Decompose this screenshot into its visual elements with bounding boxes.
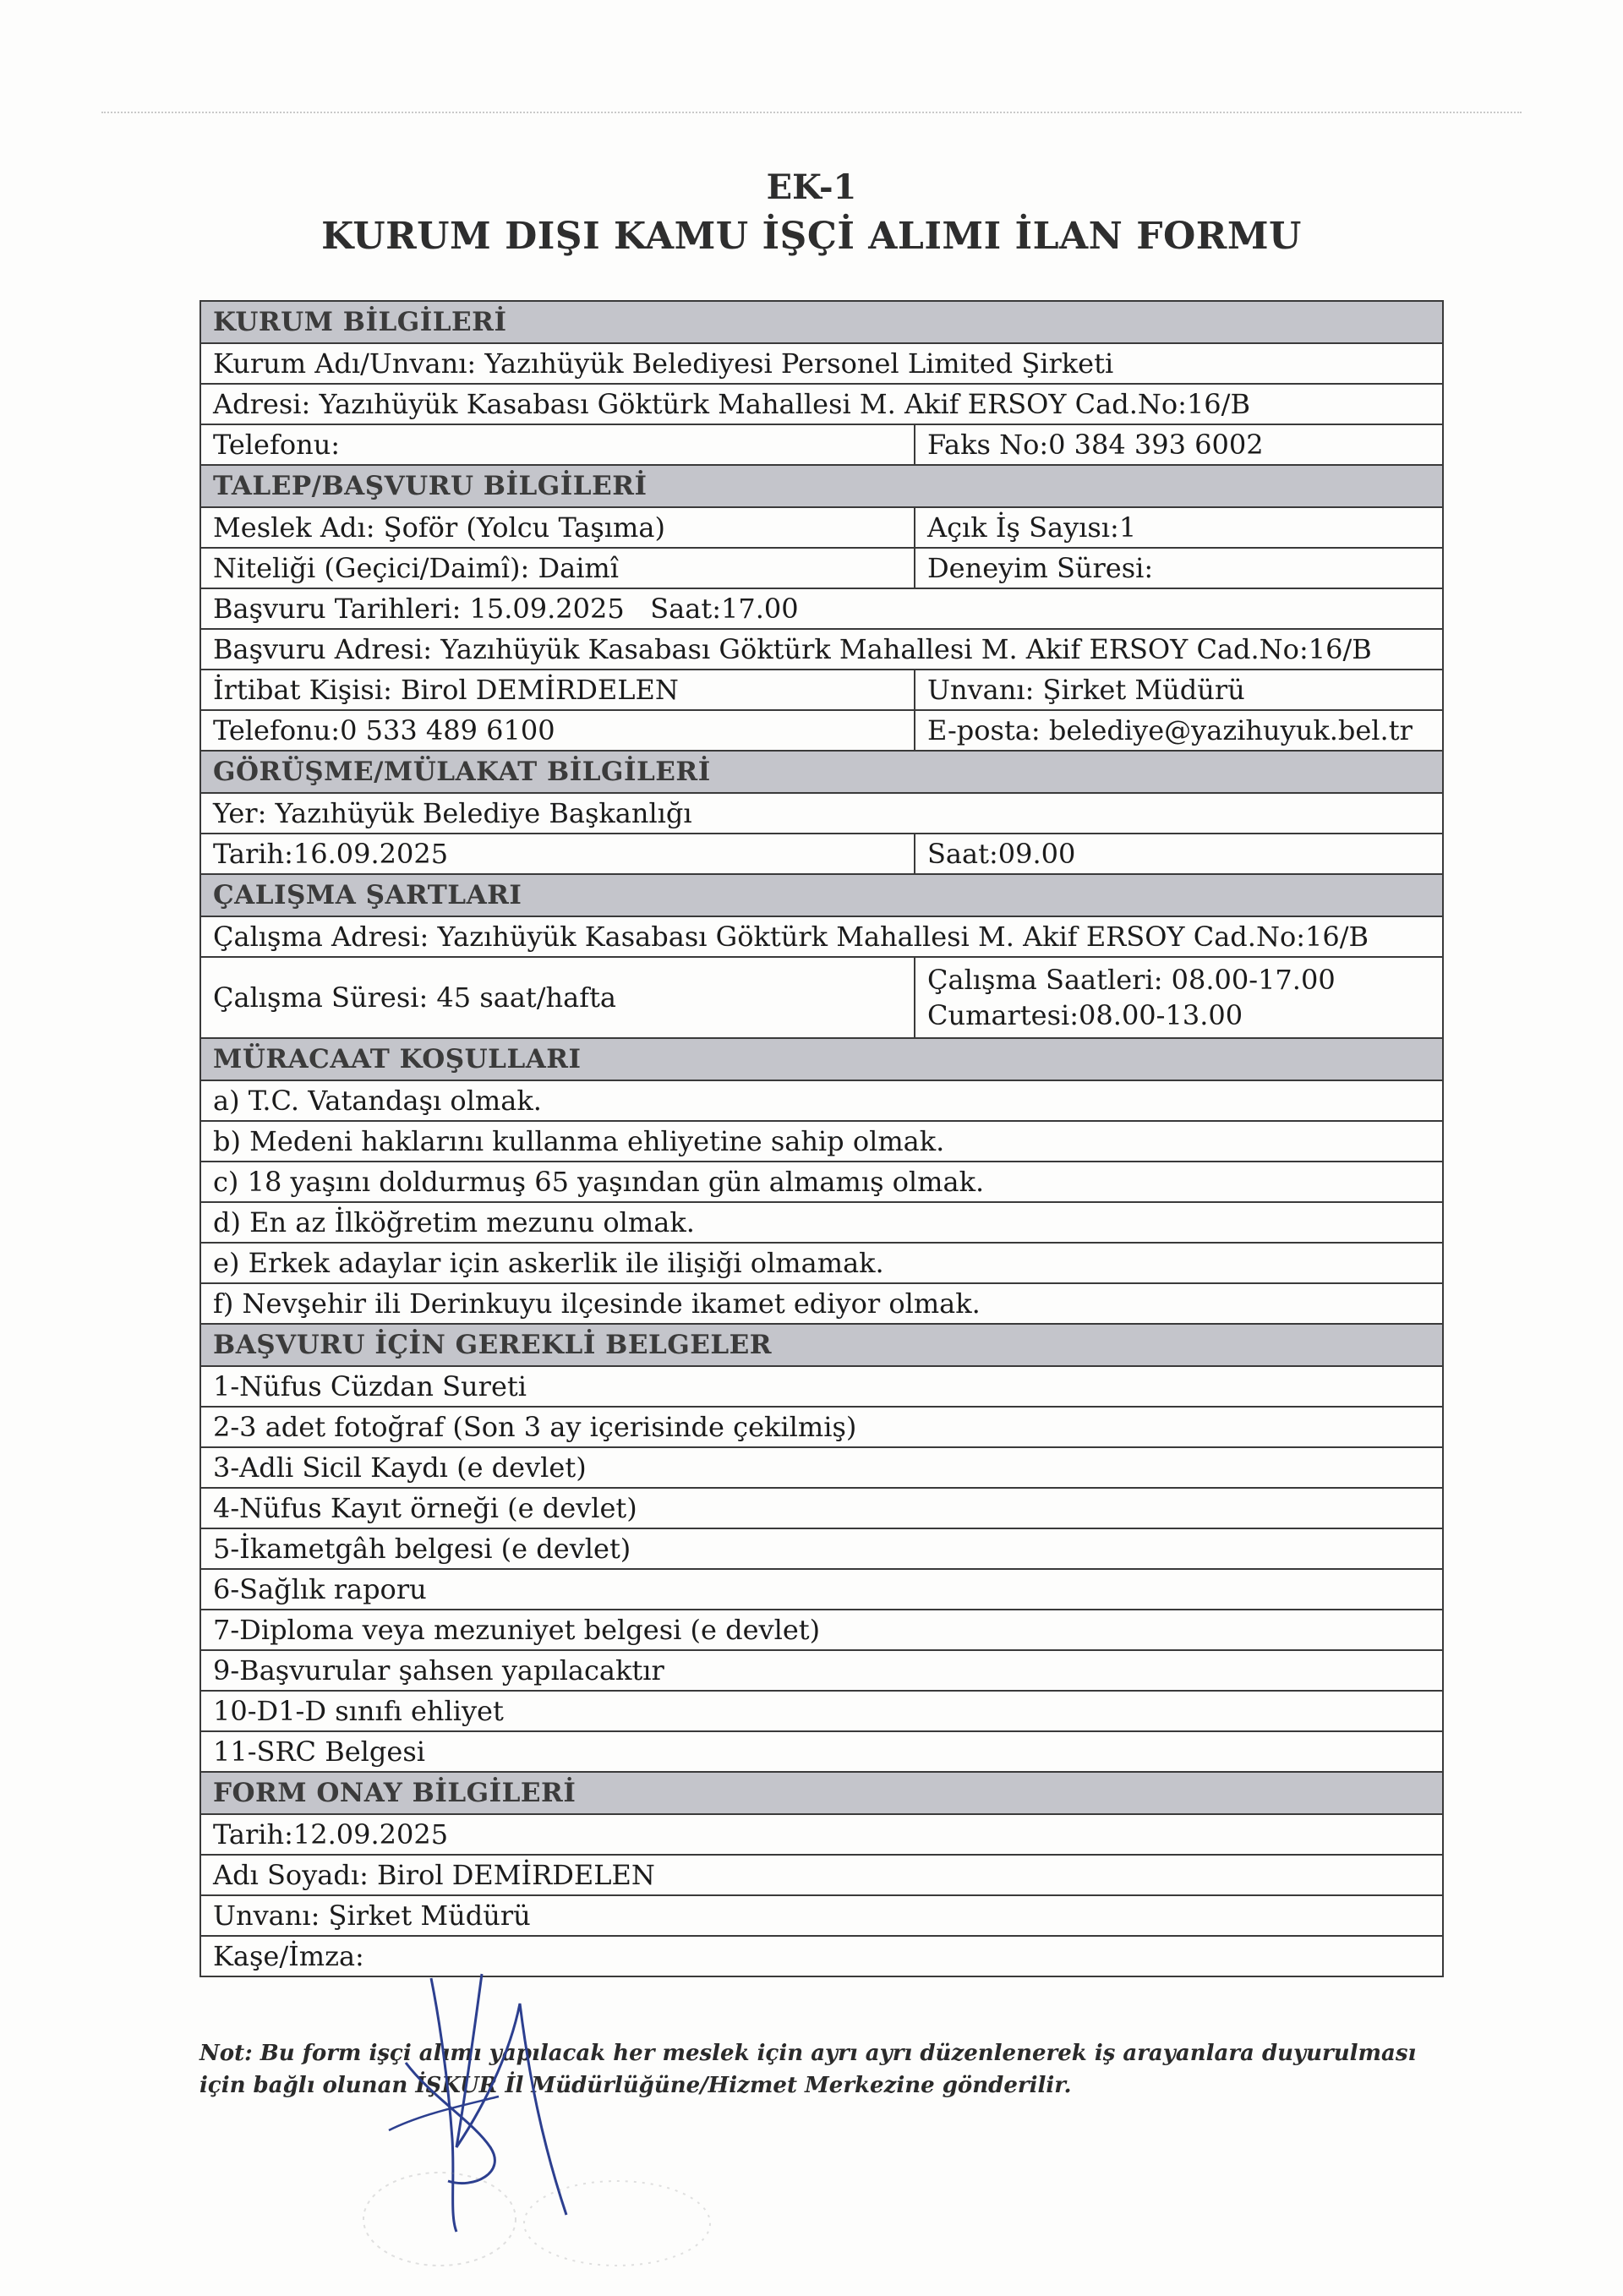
row-nitelik xyxy=(201,549,1442,589)
section-title: GÖRÜŞME/MÜLAKAT BİLGİLERİ xyxy=(213,757,711,787)
field-basvuru-adresi: Başvuru Adresi: Yazıhüyük Kasabası Göktürk Mahallesi M. Akif ERSOY Cad.No:16/B xyxy=(213,633,1372,665)
row-kurum-iletisim xyxy=(201,425,1442,466)
belge-9: 9-Başvurular şahsen yapılacaktır xyxy=(213,1654,664,1686)
list-item xyxy=(201,1284,1442,1325)
row-basvuru-adresi xyxy=(201,630,1442,670)
list-item xyxy=(201,1489,1442,1529)
field-kurum-telefon: Telefonu: xyxy=(201,425,915,464)
row-onay-adi xyxy=(201,1856,1442,1896)
row-basvuru-tarihleri xyxy=(201,589,1442,630)
field-meslek: Meslek Adı: Şoför (Yolcu Taşıma) xyxy=(201,508,915,547)
field-basvuru-tarihleri: Başvuru Tarihleri: 15.09.2025 Saat:17.00 xyxy=(213,593,799,625)
belge-7: 7-Diploma veya mezuniyet belgesi (e devlet) xyxy=(213,1614,821,1646)
row-meslek xyxy=(201,508,1442,549)
row-calisma-zaman xyxy=(201,958,1442,1039)
row-kurum-adres xyxy=(201,385,1442,425)
list-item xyxy=(201,1203,1442,1244)
note-label: Not: xyxy=(199,2041,253,2066)
field-acik-is: Açık İş Sayısı:1 xyxy=(927,511,1137,544)
form-title: KURUM DIŞI KAMU İŞÇİ ALIMI İLAN FORMU xyxy=(321,215,1302,258)
list-item xyxy=(201,1651,1442,1692)
list-item xyxy=(201,1162,1442,1203)
belge-1: 1-Nüfus Cüzdan Sureti xyxy=(213,1370,527,1402)
field-deneyim: Deneyim Süresi: xyxy=(927,552,1154,584)
kosul-c: c) 18 yaşını doldurmuş 65 yaşından gün almamış olmak. xyxy=(213,1166,985,1198)
list-item xyxy=(201,1732,1442,1773)
list-item xyxy=(201,1244,1442,1284)
list-item xyxy=(201,1692,1442,1732)
field-calisma-adresi: Çalışma Adresi: Yazıhüyük Kasabası Göktürk Mahallesi M. Akif ERSOY Cad.No:16/B xyxy=(213,921,1369,953)
list-item xyxy=(201,1529,1442,1570)
belge-10: 10-D1-D sınıfı ehliyet xyxy=(213,1695,504,1727)
row-gorusme-zaman xyxy=(201,834,1442,875)
field-onay-unvan: Unvanı: Şirket Müdürü xyxy=(213,1900,531,1932)
field-gorusme-yer: Yer: Yazıhüyük Belediye Başkanlığı xyxy=(213,797,692,829)
list-item xyxy=(201,1408,1442,1448)
row-onay-tarih xyxy=(201,1815,1442,1856)
field-onay-adi-soyadi: Adı Soyadı: Birol DEMİRDELEN xyxy=(213,1859,655,1891)
section-title: BAŞVURU İÇİN GEREKLİ BELGELER xyxy=(213,1330,773,1360)
section-title: KURUM BİLGİLERİ xyxy=(213,307,507,337)
calisma-saatleri-cumartesi: Cumartesi:08.00-13.00 xyxy=(927,999,1243,1031)
field-kase-imza: Kaşe/İmza: xyxy=(213,1940,364,1972)
annex-label: EK-1 xyxy=(766,167,857,207)
field-calisma-suresi: Çalışma Süresi: 45 saat/hafta xyxy=(201,958,915,1037)
list-item xyxy=(201,1367,1442,1408)
belge-5: 5-İkametgâh belgesi (e devlet) xyxy=(213,1533,631,1565)
section-muracaat-header xyxy=(201,1039,1442,1081)
section-kurum-header xyxy=(201,302,1442,344)
list-item xyxy=(201,1570,1442,1610)
section-gorusme-header xyxy=(201,752,1442,794)
field-nitelik: Niteliği (Geçici/Daimî): Daimî xyxy=(201,549,915,588)
row-calisma-adresi xyxy=(201,917,1442,958)
list-item xyxy=(201,1448,1442,1489)
field-kurum-adres: Adresi: Yazıhüyük Kasabası Göktürk Mahallesi M. Akif ERSOY Cad.No:16/B xyxy=(213,388,1250,420)
note-text: Bu form işçi alımı yapılacak her meslek için ayrı ayrı düzenlenerek iş arayanlara duyurulması için bağlı olunan İŞKUR İl Müdürlüğüne/Hizmet Merkezine gönderilir. xyxy=(199,2041,1417,2098)
section-title: ÇALIŞMA ŞARTLARI xyxy=(213,880,522,910)
field-kurum-faks: Faks No:0 384 393 6002 xyxy=(927,429,1264,461)
section-calisma-header xyxy=(201,875,1442,917)
section-title: TALEP/BAŞVURU BİLGİLERİ xyxy=(213,471,648,501)
belge-4: 4-Nüfus Kayıt örneği (e devlet) xyxy=(213,1492,637,1524)
section-onay-header xyxy=(201,1773,1442,1815)
row-gorusme-yer xyxy=(201,794,1442,834)
section-belgeler-header xyxy=(201,1325,1442,1367)
list-item xyxy=(201,1081,1442,1122)
section-title: FORM ONAY BİLGİLERİ xyxy=(213,1778,577,1808)
list-item xyxy=(201,1610,1442,1651)
kosul-e: e) Erkek adaylar için askerlik ile ilişiği olmamak. xyxy=(213,1247,884,1279)
field-irtibat-kisisi: İrtibat Kişisi: Birol DEMİRDELEN xyxy=(201,670,915,709)
row-irtibat xyxy=(201,670,1442,711)
field-irtibat-telefon: Telefonu:0 533 489 6100 xyxy=(201,711,915,750)
scan-artifact-line xyxy=(101,112,1522,113)
row-onay-unvan xyxy=(201,1896,1442,1937)
belge-6: 6-Sağlık raporu xyxy=(213,1573,427,1605)
kosul-f: f) Nevşehir ili Derinkuyu ilçesinde ikamet ediyor olmak. xyxy=(213,1287,981,1320)
calisma-saatleri-hafta-ici: Çalışma Saatleri: 08.00-17.00 xyxy=(927,964,1336,996)
list-item xyxy=(201,1122,1442,1162)
section-title: MÜRACAAT KOŞULLARI xyxy=(213,1044,582,1074)
field-gorusme-saat: Saat:09.00 xyxy=(927,838,1076,870)
faded-stamp-mark xyxy=(338,2164,761,2274)
row-kurum-adi xyxy=(201,344,1442,385)
field-kurum-adi: Kurum Adı/Unvanı: Yazıhüyük Belediyesi Personel Limited Şirketi xyxy=(213,347,1114,380)
kosul-d: d) En az İlköğretim mezunu olmak. xyxy=(213,1206,695,1238)
field-irtibat-unvan: Unvanı: Şirket Müdürü xyxy=(927,674,1245,706)
field-calisma-saatleri xyxy=(915,958,1442,1037)
field-gorusme-tarih: Tarih:16.09.2025 xyxy=(201,834,915,873)
kosul-b: b) Medeni haklarını kullanma ehliyetine sahip olmak. xyxy=(213,1125,945,1157)
kosul-a: a) T.C. Vatandaşı olmak. xyxy=(213,1085,542,1117)
belge-11: 11-SRC Belgesi xyxy=(213,1736,425,1768)
belge-2: 2-3 adet fotoğraf (Son 3 ay içerisinde çekilmiş) xyxy=(213,1411,857,1443)
belge-3: 3-Adli Sicil Kaydı (e devlet) xyxy=(213,1451,587,1484)
field-onay-tarih: Tarih:12.09.2025 xyxy=(213,1818,449,1850)
field-irtibat-eposta: E-posta: belediye@yazihuyuk.bel.tr xyxy=(927,714,1413,746)
row-irtibat-iletisim xyxy=(201,711,1442,752)
section-talep-header xyxy=(201,466,1442,508)
announcement-form-table xyxy=(199,300,1444,1977)
